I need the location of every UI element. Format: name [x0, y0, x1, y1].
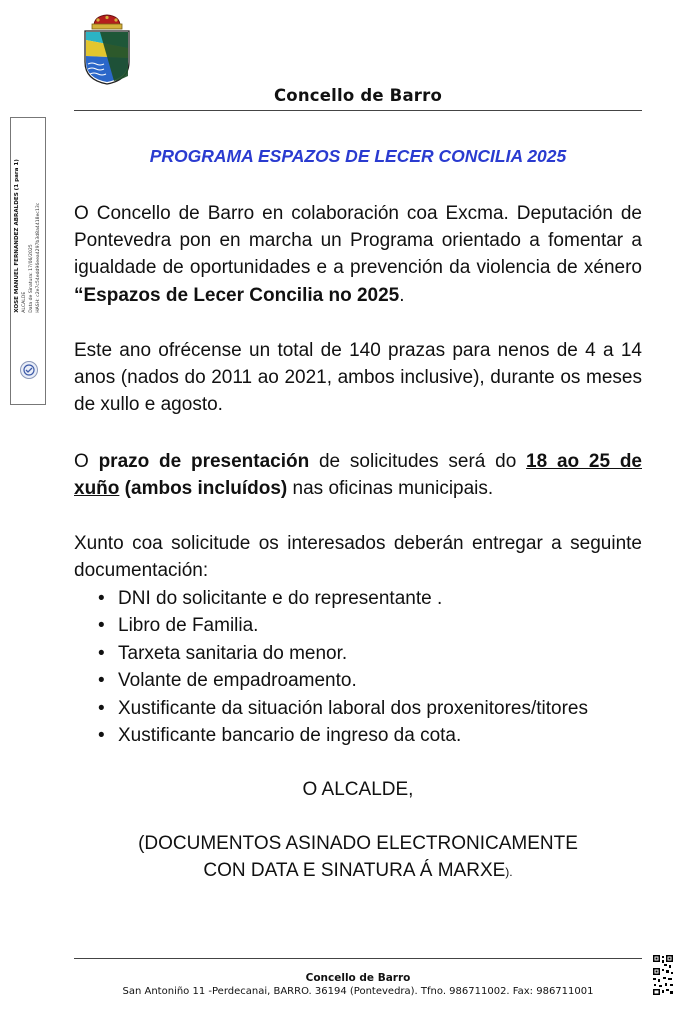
intro-paragraph [74, 200, 642, 309]
footer-org-name: Concello de Barro [305, 972, 411, 984]
bullet-icon: • [98, 725, 105, 747]
signature-text-block [14, 159, 42, 313]
signature-seal-icon [19, 360, 39, 380]
footer-divider [74, 958, 642, 959]
list-item [94, 695, 654, 722]
program-name: “Espazos de Lecer Concilia no 2025 [74, 284, 400, 306]
list-item-text: Xustificante da situación laboral dos proxenitores/titores [118, 697, 588, 719]
signature-stamp [10, 117, 46, 405]
list-item-text: DNI do solicitante e do representante . [118, 588, 443, 609]
footer-address: San Antoniño 11 -Perdecanai, BARRO. 36194 (Pontevedra). Tfno. 986711002. Fax: 986711001 [122, 986, 594, 997]
documents-list [94, 585, 654, 749]
bullet-icon: • [98, 697, 105, 719]
header-divider [74, 110, 642, 111]
list-item [94, 612, 654, 639]
intro-text: O Concello de Barro en colaboración coa Excma. Deputación de Pontevedra pon en marcha un Programa orientado a fomentar a igualdade de oportunidades e a prevención da violencia de xénero [74, 203, 642, 279]
intro-end: . [399, 284, 405, 306]
signer-role: ALCALDE [22, 291, 27, 313]
bullet-icon: • [98, 588, 105, 609]
deadline-label: prazo de presentación [98, 451, 310, 472]
documentation-intro: Xunto coa solicitude os interesados deberán entregar a seguinte documentación: [74, 533, 642, 582]
list-item [94, 585, 654, 612]
list-item [94, 640, 654, 667]
signature-note-line1: (DOCUMENTOS ASINADO ELECTRONICAMENTE [138, 833, 578, 854]
list-item-text: Xustificante bancario de ingreso da cota. [118, 725, 462, 747]
deadline-text-end: nas oficinas municipais. [287, 478, 494, 500]
signature-note-line2-wrap [74, 857, 642, 886]
bullet-icon: • [98, 615, 105, 637]
list-item-text: Tarxeta sanitaria do menor. [118, 642, 348, 664]
header-org-name: Concello de Barro [273, 86, 443, 105]
deadline-dates: 18 ao 25 de xuño [74, 451, 642, 500]
signature-note-line2: CON DATA E SINATURA Á MARXE [203, 860, 506, 882]
signature-hash: HASH: c2e7c54edd96eea4297b3d8a4418ec13c [36, 202, 41, 313]
list-item [94, 722, 654, 749]
bullet-icon: • [98, 642, 105, 664]
deadline-paragraph [74, 448, 642, 502]
list-item-text: Volante de empadroamento. [118, 670, 357, 692]
deadline-inclusive-note: (ambos incluídos) [119, 478, 288, 500]
signature-date: Data de Sinatura: 17/06/2025 [29, 244, 34, 313]
qr-code-icon [652, 954, 674, 996]
signature-note-close: ). [505, 865, 513, 880]
electronic-signature-note [74, 830, 642, 887]
deadline-text-mid: de solicitudes será do [309, 451, 527, 472]
places-paragraph: Este ano ofrécense un total de 140 prazas para nenos de 4 a 14 anos (nados do 2011 ao 2021, ambos inclusive), durante os meses de xullo e agosto. [74, 340, 642, 416]
list-item [94, 667, 654, 694]
signer-name: XOSE MANUEL FERNANDEZ ABRALDES (1 para 1) [14, 159, 20, 313]
deadline-text-start: O [74, 451, 99, 472]
municipal-coat-of-arms-logo [80, 12, 134, 86]
document-title: PROGRAMA ESPAZOS DE LECER CONCILIA 2025 [149, 146, 567, 166]
bullet-icon: • [98, 670, 105, 692]
coat-of-arms-icon [80, 12, 134, 86]
list-item-text: Libro de Familia. [118, 615, 259, 637]
signoff-title: O ALCALDE, [302, 779, 414, 800]
